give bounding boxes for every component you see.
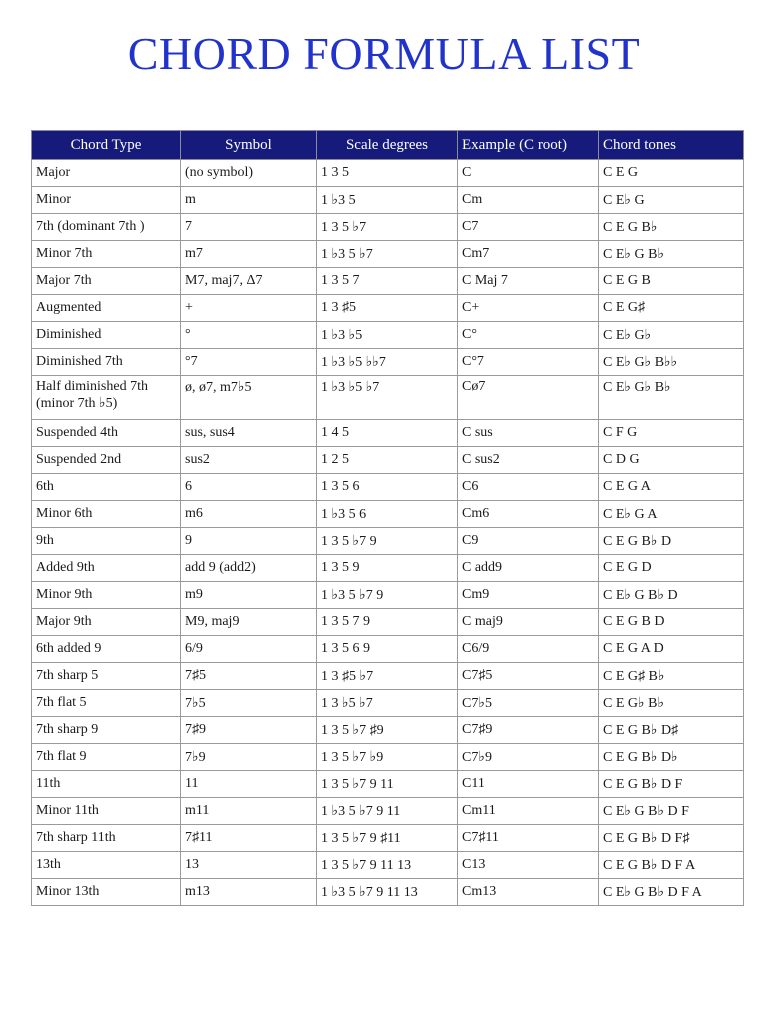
cell-chord-tones: C E G B D	[599, 609, 744, 636]
cell-example: C maj9	[458, 609, 599, 636]
column-header-chord-tones: Chord tones	[599, 131, 744, 160]
table-row	[32, 798, 744, 825]
table-row	[32, 474, 744, 501]
cell-scale-degrees: 1 3 5 ♭7 9 11	[317, 771, 458, 798]
cell-example: C	[458, 160, 599, 187]
table-row	[32, 690, 744, 717]
table-row	[32, 160, 744, 187]
cell-chord-tones: C E G A	[599, 474, 744, 501]
cell-chord-tones: C E G B♭ D	[599, 528, 744, 555]
cell-chord-type: Minor	[32, 187, 181, 214]
cell-chord-tones: C D G	[599, 447, 744, 474]
chord-formula-table	[31, 130, 744, 906]
cell-symbol: 7♯11	[181, 825, 317, 852]
cell-scale-degrees: 1 2 5	[317, 447, 458, 474]
cell-symbol: m7	[181, 241, 317, 268]
cell-symbol: m9	[181, 582, 317, 609]
cell-example: C7♯11	[458, 825, 599, 852]
cell-scale-degrees: 1 3 ♭5 ♭7	[317, 690, 458, 717]
cell-example: Cø7	[458, 376, 599, 420]
cell-chord-tones: C E♭ G♭ B♭	[599, 376, 744, 420]
cell-chord-type: Minor 13th	[32, 879, 181, 906]
cell-chord-type: Minor 9th	[32, 582, 181, 609]
table-row	[32, 376, 744, 420]
cell-symbol: sus2	[181, 447, 317, 474]
cell-example: C+	[458, 295, 599, 322]
cell-chord-type: 7th (dominant 7th )	[32, 214, 181, 241]
cell-scale-degrees: 1 ♭3 5 6	[317, 501, 458, 528]
cell-symbol: ø, ø7, m7♭5	[181, 376, 317, 420]
cell-scale-degrees: 1 3 5 ♭7	[317, 214, 458, 241]
cell-chord-type: Suspended 4th	[32, 420, 181, 447]
cell-example: C7♯9	[458, 717, 599, 744]
table-row	[32, 420, 744, 447]
cell-scale-degrees: 1 ♭3 ♭5 ♭7	[317, 376, 458, 420]
cell-chord-tones: C E G A D	[599, 636, 744, 663]
cell-example: C9	[458, 528, 599, 555]
cell-symbol: m11	[181, 798, 317, 825]
cell-scale-degrees: 1 3 5 6 9	[317, 636, 458, 663]
table-row	[32, 528, 744, 555]
cell-chord-tones: C E♭ G	[599, 187, 744, 214]
table-row	[32, 555, 744, 582]
cell-chord-tones: C E G B♭ D♯	[599, 717, 744, 744]
table-row	[32, 295, 744, 322]
column-header-example: Example (C root)	[458, 131, 599, 160]
table-row	[32, 663, 744, 690]
cell-chord-type: Major	[32, 160, 181, 187]
cell-scale-degrees: 1 ♭3 5 ♭7 9 11	[317, 798, 458, 825]
cell-scale-degrees: 1 ♭3 5 ♭7 9	[317, 582, 458, 609]
cell-chord-type: 7th flat 5	[32, 690, 181, 717]
cell-scale-degrees: 1 3 5 ♭7 9 11 13	[317, 852, 458, 879]
cell-example: C sus2	[458, 447, 599, 474]
cell-chord-type: Major 9th	[32, 609, 181, 636]
cell-symbol: 9	[181, 528, 317, 555]
cell-scale-degrees: 1 3 5 ♭7 9 ♯11	[317, 825, 458, 852]
table-row	[32, 717, 744, 744]
chord-formula-table-container	[31, 130, 743, 906]
cell-chord-tones: C E G B♭ D F A	[599, 852, 744, 879]
cell-example: C6/9	[458, 636, 599, 663]
cell-scale-degrees: 1 3 5	[317, 160, 458, 187]
cell-scale-degrees: 1 ♭3 ♭5	[317, 322, 458, 349]
cell-scale-degrees: 1 ♭3 5 ♭7	[317, 241, 458, 268]
cell-chord-tones: C E G B♭ D F	[599, 771, 744, 798]
cell-scale-degrees: 1 3 5 6	[317, 474, 458, 501]
cell-chord-tones: C E G♭ B♭	[599, 690, 744, 717]
table-row	[32, 609, 744, 636]
table-row	[32, 214, 744, 241]
cell-symbol: M9, maj9	[181, 609, 317, 636]
cell-scale-degrees: 1 3 5 7	[317, 268, 458, 295]
table-row	[32, 447, 744, 474]
cell-chord-type: Minor 6th	[32, 501, 181, 528]
cell-symbol: (no symbol)	[181, 160, 317, 187]
column-header-scale-degrees: Scale degrees	[317, 131, 458, 160]
cell-scale-degrees: 1 3 5 ♭7 9	[317, 528, 458, 555]
cell-symbol: add 9 (add2)	[181, 555, 317, 582]
cell-chord-type: 7th flat 9	[32, 744, 181, 771]
cell-example: C11	[458, 771, 599, 798]
cell-chord-type: 7th sharp 11th	[32, 825, 181, 852]
table-row	[32, 241, 744, 268]
cell-example: C7♭5	[458, 690, 599, 717]
cell-chord-type: 11th	[32, 771, 181, 798]
cell-example: C7♯5	[458, 663, 599, 690]
cell-scale-degrees: 1 3 5 ♭7 ♯9	[317, 717, 458, 744]
cell-example: Cm6	[458, 501, 599, 528]
cell-chord-type: 7th sharp 5	[32, 663, 181, 690]
cell-chord-type: Minor 7th	[32, 241, 181, 268]
cell-chord-tones: C E G♯ B♭	[599, 663, 744, 690]
cell-chord-tones: C E♭ G B♭	[599, 241, 744, 268]
cell-chord-tones: C E♭ G♭ B♭♭	[599, 349, 744, 376]
table-row	[32, 879, 744, 906]
cell-chord-tones: C E♭ G♭	[599, 322, 744, 349]
cell-symbol: 6/9	[181, 636, 317, 663]
cell-symbol: m13	[181, 879, 317, 906]
cell-chord-type: Added 9th	[32, 555, 181, 582]
cell-scale-degrees: 1 ♭3 5 ♭7 9 11 13	[317, 879, 458, 906]
cell-symbol: m	[181, 187, 317, 214]
cell-symbol: 7	[181, 214, 317, 241]
cell-symbol: +	[181, 295, 317, 322]
cell-chord-tones: C E G	[599, 160, 744, 187]
cell-symbol: 7♯5	[181, 663, 317, 690]
cell-example: Cm11	[458, 798, 599, 825]
cell-chord-tones: C E♭ G B♭ D F	[599, 798, 744, 825]
cell-chord-type: Half diminished 7th (minor 7th ♭5)	[32, 376, 181, 420]
cell-symbol: °	[181, 322, 317, 349]
cell-scale-degrees: 1 3 5 9	[317, 555, 458, 582]
table-row	[32, 852, 744, 879]
cell-example: C Maj 7	[458, 268, 599, 295]
cell-chord-tones: C E♭ G A	[599, 501, 744, 528]
cell-chord-tones: C E♭ G B♭ D	[599, 582, 744, 609]
column-header-symbol: Symbol	[181, 131, 317, 160]
table-row	[32, 349, 744, 376]
cell-chord-type: 7th sharp 9	[32, 717, 181, 744]
cell-chord-type: 9th	[32, 528, 181, 555]
cell-chord-type: Major 7th	[32, 268, 181, 295]
cell-scale-degrees: 1 3 ♯5 ♭7	[317, 663, 458, 690]
cell-chord-type: Diminished 7th	[32, 349, 181, 376]
cell-example: C13	[458, 852, 599, 879]
table-row	[32, 582, 744, 609]
cell-chord-tones: C E G B♭ D♭	[599, 744, 744, 771]
cell-chord-type: 6th added 9	[32, 636, 181, 663]
cell-scale-degrees: 1 ♭3 5	[317, 187, 458, 214]
cell-chord-type: Augmented	[32, 295, 181, 322]
table-row	[32, 268, 744, 295]
cell-chord-tones: C E G D	[599, 555, 744, 582]
table-row	[32, 771, 744, 798]
cell-chord-tones: C E G♯	[599, 295, 744, 322]
cell-example: Cm13	[458, 879, 599, 906]
cell-symbol: 7♯9	[181, 717, 317, 744]
cell-chord-tones: C E G B	[599, 268, 744, 295]
column-header-chord-type: Chord Type	[32, 131, 181, 160]
table-row	[32, 744, 744, 771]
cell-example: Cm7	[458, 241, 599, 268]
cell-symbol: m6	[181, 501, 317, 528]
cell-symbol: 7♭9	[181, 744, 317, 771]
cell-scale-degrees: 1 4 5	[317, 420, 458, 447]
cell-symbol: 13	[181, 852, 317, 879]
table-row	[32, 825, 744, 852]
cell-chord-tones: C E G B♭ D F♯	[599, 825, 744, 852]
cell-scale-degrees: 1 3 5 ♭7 ♭9	[317, 744, 458, 771]
cell-scale-degrees: 1 ♭3 ♭5 ♭♭7	[317, 349, 458, 376]
cell-chord-type: 13th	[32, 852, 181, 879]
cell-chord-type: 6th	[32, 474, 181, 501]
cell-chord-tones: C E G B♭	[599, 214, 744, 241]
table-body	[32, 160, 744, 906]
cell-chord-type: Suspended 2nd	[32, 447, 181, 474]
table-row	[32, 322, 744, 349]
table-row	[32, 636, 744, 663]
cell-symbol: 7♭5	[181, 690, 317, 717]
cell-chord-tones: C F G	[599, 420, 744, 447]
cell-example: C6	[458, 474, 599, 501]
cell-chord-tones: C E♭ G B♭ D F A	[599, 879, 744, 906]
table-row	[32, 187, 744, 214]
page-title: CHORD FORMULA LIST	[127, 28, 641, 79]
cell-example: Cm	[458, 187, 599, 214]
cell-symbol: 6	[181, 474, 317, 501]
cell-scale-degrees: 1 3 5 7 9	[317, 609, 458, 636]
cell-symbol: 11	[181, 771, 317, 798]
cell-example: C add9	[458, 555, 599, 582]
cell-example: C7♭9	[458, 744, 599, 771]
cell-symbol: M7, maj7, Δ7	[181, 268, 317, 295]
cell-example: C sus	[458, 420, 599, 447]
cell-scale-degrees: 1 3 ♯5	[317, 295, 458, 322]
cell-example: C7	[458, 214, 599, 241]
cell-chord-type: Diminished	[32, 322, 181, 349]
cell-chord-type: Minor 11th	[32, 798, 181, 825]
table-row	[32, 501, 744, 528]
cell-symbol: °7	[181, 349, 317, 376]
cell-example: C°7	[458, 349, 599, 376]
cell-example: Cm9	[458, 582, 599, 609]
cell-symbol: sus, sus4	[181, 420, 317, 447]
cell-example: C°	[458, 322, 599, 349]
table-header-row	[32, 131, 744, 160]
